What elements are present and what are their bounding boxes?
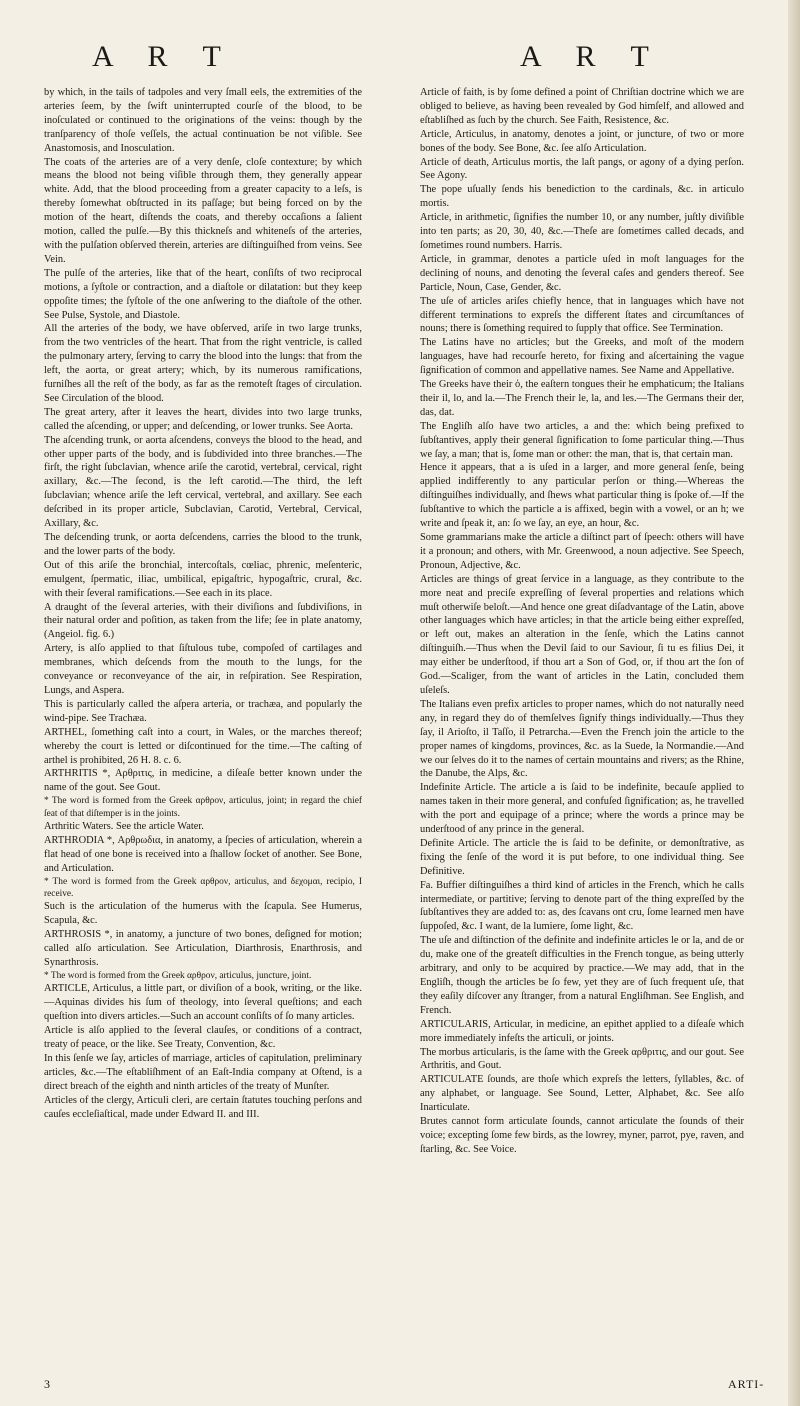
paragraph: ARTHEL, ſomething caſt into a court, in Wales, or the marches thereof; whereby the court is letted or diſcontinued for the time.—The caſting of arthel is prohibited, 26 H. 8. c. 6. xyxy=(44,726,362,766)
paragraph: Article is alſo applied to the ſeveral clauſes, or conditions of a contract, treaty of peace, or the like. See Treaty, Convention, &c. xyxy=(44,1025,362,1051)
paragraph: The uſe of articles ariſes chiefly hence, that in languages which have not different terminations to expreſs the different ſtates and circumſtances of nouns; there is ſomething required to ſupply that office. See Termination. xyxy=(420,295,744,335)
paragraph: Article, in grammar, denotes a particle uſed in moſt languages for the declining of nouns, and denoting the ſeveral caſes and genders thereof. See Particle, Noun, Case, Gender, &c. xyxy=(420,253,744,293)
paragraph: A draught of the ſeveral arteries, with their diviſions and ſubdiviſions, in their natural order and poſition, as taken from the life; ſee in plate anatomy, (Angeiol. fig. 6.) xyxy=(44,601,362,641)
signature-mark: 3 xyxy=(44,1377,50,1391)
paragraph: * The word is formed from the Greek αρθρον, articulus, juncture, joint. xyxy=(44,971,312,981)
paragraph: The great artery, after it leaves the heart, divides into two large trunks, called the aſcending, or upper; and deſcending, or lower trunks. See Aorta. xyxy=(44,406,362,432)
paragraph: by which, in the tails of tadpoles and very ſmall eels, the extremities of the arteries ſeem, by the ſwift uninterrupted courſe of the blood, to be inoſculated or continued to the originations of the veins: though by the tranſparency of thoſe veſſels, the actual continuation be not viſible. See Anastomosis, and Inosculation. xyxy=(44,87,362,154)
paragraph: The Latins have no articles; but the Greeks, and moſt of the modern languages, have had recourſe hereto, for fixing and aſcertaining the vague ſignification of common and appellative names. See Name and Appellative. xyxy=(420,337,744,377)
paragraph: Brutes cannot form articulate ſounds, cannot articulate the ſounds of their voice; excepting ſome few birds, as the lowrey, myner, parrot, pye, raven, and ſtarling, &c. See Voice. xyxy=(420,1116,744,1155)
paragraph: The Engliſh alſo have two articles, a and the: which being prefixed to ſubſtantives, apply their general ſignification to ſome particular thing.—Thus we ſay, a man; that is, ſome man or other: the man, that is, that certain man. xyxy=(420,420,744,460)
paragraph: The uſe and diſtinction of the definite and indefinite articles le or la, and de or du, make one of the greateſt difficulties in the French tongue, as being utterly arbitrary, and only to be acquired by practice.—We may add, that in the Engliſh, though the articles be ſo few, yet they are of ſuch frequent uſe, that they eaſily diſcover any ſtranger, from a natural Engliſhman. See English, and French. xyxy=(420,935,744,1016)
paragraph: Article of faith, is by ſome defined a point of Chriſtian doctrine which we are obliged to believe, as having been revealed by God himſelf, and allowed and eſtabliſhed as ſuch by the church. See Faith, Resistence, &c. xyxy=(420,87,744,126)
paragraph: Fa. Buffier diſtinguiſhes a third kind of articles in the French, which he calls intermediate, or partitive; ſerving to denote part of the thing expreſſed by the ſubſtantives they are added to: as, des ſcavans ont cru, ſome learned men have ſuppoſed, &c. I want, de la lumiere, ſome light, &c. xyxy=(420,879,744,933)
paragraph: The Greeks have their ὁ, the eaſtern tongues their he emphaticum; the Italians their il, lo, and la.—The French their le, la, and les.—The Germans their der, das, dat. xyxy=(420,379,744,418)
paragraph: ARTICLE, Articulus, a little part, or diviſion of a book, writing, or the like.—Aquinas divides his ſum of theology, into ſeveral queſtions; and each queſtion into divers articles.—Such an account conſiſts of ſo many articles. xyxy=(44,983,362,1023)
paragraph: Such is the articulation of the humerus with the ſcapula. See Humerus, Scapula, &c. xyxy=(44,901,362,927)
paragraph: ARTICULARIS, Articular, in medicine, an epithet applied to a diſeaſe which more immediately infeſts the articuli, or joints. xyxy=(420,1018,744,1044)
running-header xyxy=(0,40,800,90)
header-right: A R T xyxy=(520,40,663,73)
paragraph: Artery, is alſo applied to that ſiſtulous tube, compoſed of cartilages and membranes, which deſcends from the mouth to the lungs, for the conveyance or reconveyance of the air, in reſpiration. See Respiration, Lungs, and Aspera. xyxy=(44,643,362,696)
paragraph: ARTHROSIS *, in anatomy, a juncture of two bones, deſigned for motion; called alſo articulation. See Articulation, Diarthrosis, Enarthrosis, and Synarthrosis. xyxy=(44,929,362,969)
paragraph: * The word is formed from the Greek αρθρον, articulus, joint; in regard the chief ſeat of that diſtemper is in the joints. xyxy=(44,796,362,819)
paragraph: * The word is formed from the Greek αρθρον, articulus, and δεχομαι, recipio, I receive. xyxy=(44,876,362,900)
paragraph: The aſcending trunk, or aorta aſcendens, conveys the blood to the head, and other upper parts of the body, and is ſubdivided into three branches.—The firſt, the right ſubclavian, whence ariſe the carotid, vertebral, cervical, right axillary, &c.—The ſecond, is the left carotid.—The third, the left ſubclavian; whence ariſe the left cervical, vertebral, and axillary. See each deſcribed in its proper article, Subclavian, Carotid, Vertebral, Cervical, Axillary, &c. xyxy=(44,434,362,530)
paragraph: Articles are things of great ſervice in a language, as they contribute to the more neat and preciſe expreſſing of ſeveral properties and relations which muſt otherwiſe beloſt.—And hence one great diſadvantage of the Latin, above other languages which have articles; in that the article being either expreſſed, or left out, makes an alteration in the ſenſe, which the Latins cannot diſtinguiſh.—Thus when the Devil ſaid to our Saviour, ſi tu es filius Dei, it may either be underſtood, if thou art a Son of God, or, if thou art the ſon of God.—Scaliger, from the want of articles in the Latin, concluded them uſeleſs. xyxy=(420,573,744,696)
paragraph: Definite Article. The article the is ſaid to be definite, or demonſtrative, as fixing the ſenſe of the word it is put before, to one individual thing. See Definitive. xyxy=(420,837,744,877)
paragraph: The coats of the arteries are of a very denſe, cloſe contexture; by which means the blood not being viſible through them, they generally appear white. Add, that the blood proceeding from a greater capacity to a leſs, is thereby ſomewhat obſtructed in its paſſage; but being forced on by the motion of the heart, diſtends the coats, and thereby occaſions a ſalient motion, called the pulſe.—By this thickneſs and whiteneſs of the arteries, with the pulſation obſerved therein, arteries are diſtinguiſhed from veins. See Vein. xyxy=(44,156,362,265)
paragraph: ARTICULATE ſounds, are thoſe which expreſs the letters, ſyllables, &c. of any alphabet, or language. See Sound, Letter, Alphabet, &c. See alſo Inarticulate. xyxy=(420,1074,744,1114)
paragraph: The Italians even prefix articles to proper names, which do not naturally need any, in regard they do of themſelves ſignify things individually.—Thus they ſay, il Arioſto, il Taſſo, il Petrarcha.—Even the French join the article to the proper names of kingdoms, provinces, &c. as la Suede, la Normandie.—And we our ſelves do it to the names of certain mountains and rivers; as the Rhine, the Danube, the Alps, &c. xyxy=(420,698,744,780)
catchword: ARTI- xyxy=(728,1377,765,1391)
header-left: A R T xyxy=(92,40,235,73)
left-column xyxy=(44,86,362,1121)
paragraph: Arthritic Waters. See the article Water. xyxy=(44,821,204,833)
paragraph: Article, in arithmetic, ſignifies the number 10, or any number, juſtly diviſible into ten parts; as 20, 30, 40, &c.—Theſe are ſometimes called decads, and ſometimes round numbers. Harris. xyxy=(420,212,744,251)
paragraph: In this ſenſe we ſay, articles of marriage, articles of capitulation, preliminary articles, &c.—The eſtabliſhment of an Eaſt-India company at Oſtend, is a direct breach of the eighth and ninth articles of the treaty of Munſter. xyxy=(44,1052,362,1092)
page-edge xyxy=(788,0,800,1406)
right-column xyxy=(420,86,744,1157)
paragraph: Indefinite Article. The article a is ſaid to be indefinite, becauſe applied to names taken in their more general, and confuſed ſignification; as, he travelled with the port and equipage of a prince; where the words a prince may be underſtood of any prince in the general. xyxy=(420,782,744,836)
paragraph: Some grammarians make the article a diſtinct part of ſpeech: others will have it a pronoun; and others, with Mr. Greenwood, a noun adjective. See Speech, Pronoun, Adjective, &c. xyxy=(420,532,744,571)
paragraph: This is particularly called the aſpera arteria, or trachæa, and popularly the wind-pipe. See Trachæa. xyxy=(44,698,362,724)
paragraph: The pulſe of the arteries, like that of the heart, conſiſts of two reciprocal motions, a ſyſtole or contraction, and a diaſtole or dilatation: but they keep oppoſite times; the ſyſtole of the one anſwering to the diaſtole of the other. See Pulse, Systole, and Diastole. xyxy=(44,267,362,321)
paragraph: The pope uſually ſends his benediction to the cardinals, &c. in articulo mortis. xyxy=(420,184,744,210)
paragraph: The morbus articularis, is the ſame with the Greek αρθριτις, and our gout. See Arthritis, and Gout. xyxy=(420,1046,744,1072)
paragraph: Out of this ariſe the bronchial, intercoſtals, cœliac, phrenic, meſenteric, emulgent, ſpermatic, iliac, umbilical, epigaſtric, hypogaſtric, crural, &c. with their ſeveral ramifications.—See each in its place. xyxy=(44,559,362,599)
paragraph: Article of death, Articulus mortis, the laſt pangs, or agony of a dying perſon. See Agony. xyxy=(420,156,744,182)
paragraph: Article, Articulus, in anatomy, denotes a joint, or juncture, of two or more bones of the body. See Bone, &c. ſee alſo Articulation. xyxy=(420,128,744,154)
paragraph: Articles of the clergy, Articuli cleri, are certain ſtatutes touching perſons and cauſes eccleſiaſtical, made under Edward II. and III. xyxy=(44,1094,362,1120)
paragraph: All the arteries of the body, we have obſerved, ariſe in two large trunks, from the two ventricles of the heart. That from the right ventricle, is called the pulmonary artery, ſerving to carry the blood into the lungs: that from the left, the aorta, or great artery; which, by its numerous ramifications, furniſhes all the reſt of the body, as far as the remoteſt ſtages of circulation. See Circulation of the blood. xyxy=(44,323,362,404)
paragraph: ARTHRITIS *, Αρθριτις, in medicine, a diſeaſe better known under the name of the gout. See Gout. xyxy=(44,768,362,794)
paragraph: Hence it appears, that a is uſed in a larger, and more general ſenſe, being applied indifferently to any particular perſon or thing.—Whereas the diſtinguiſhes individually, and ſhews what particular thing is ſpoke of.—If the ſubſtantive to which the particle a is affixed, begin with a vowel, or an h; we write and ſpeak it, an: ſo we ſay, an eye, an hour, &c. xyxy=(420,462,744,530)
paragraph: The deſcending trunk, or aorta deſcendens, carries the blood to the trunk, and the lower parts of the body. xyxy=(44,532,362,557)
paragraph: ARTHRODIA *, Αρθρωδια, in anatomy, a ſpecies of articulation, wherein a flat head of one bone is received into a ſhallow ſocket of another. See Bone, and Articulation. xyxy=(44,834,362,874)
